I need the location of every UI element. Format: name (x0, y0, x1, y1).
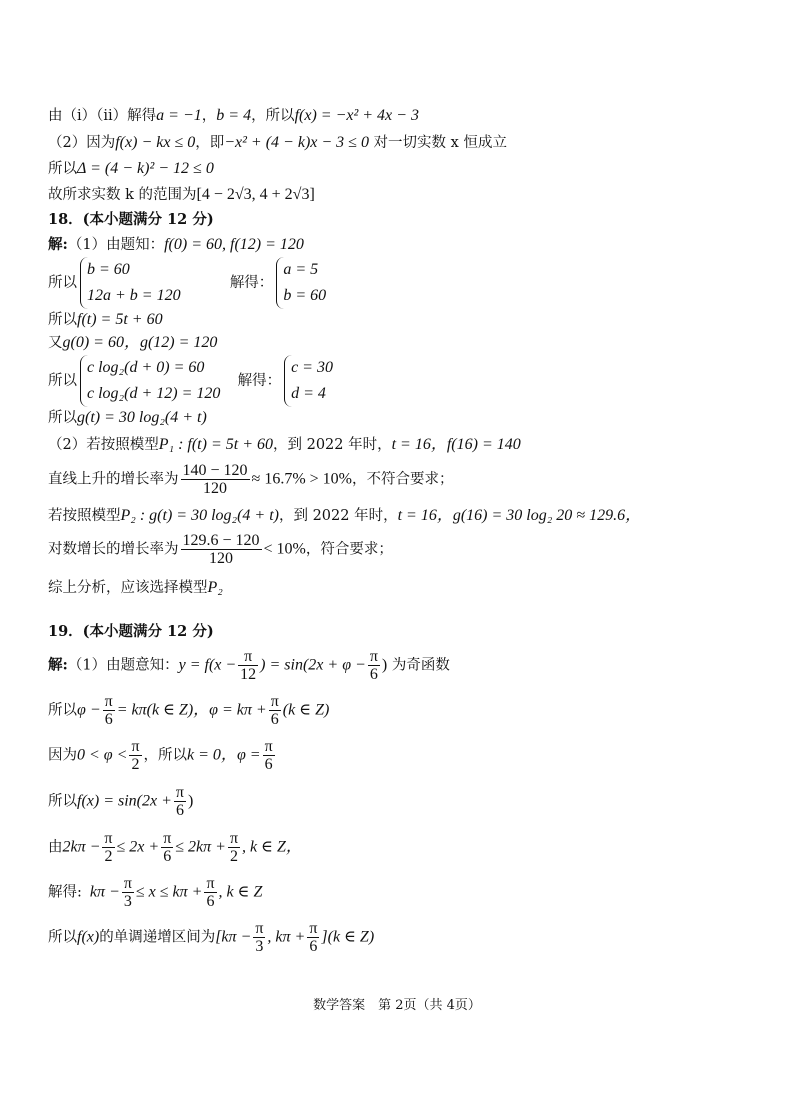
s18-rate-2 (48, 532, 393, 567)
s18-part2-p2 (48, 506, 641, 526)
text: 所以 (48, 275, 77, 291)
text: ， (201, 108, 217, 124)
math: (k ∈ Z) (282, 701, 330, 719)
math: t = 16，g(16) = 30 log₂ 20 ≈ 129.6， (397, 507, 642, 524)
fraction (161, 830, 173, 865)
text: （1）由题意知： (67, 657, 179, 674)
text: 对数增长的增长率为 (48, 541, 179, 558)
s18-gt-line (48, 408, 207, 428)
equation-system (284, 355, 333, 407)
denominator: 2 (131, 756, 140, 773)
solution-label: 解: (48, 236, 68, 253)
math: Δ = (4 − k)² − 12 ≤ 0 (77, 160, 214, 177)
numerator: π (163, 830, 172, 847)
question-19-title: 19．(本小题满分 12 分) (48, 623, 214, 640)
s18-part2-p1 (48, 435, 521, 455)
math: , k ∈ Z (218, 883, 263, 901)
denominator: 2 (230, 848, 238, 865)
numerator: π (104, 830, 113, 847)
denominator: 12 (240, 666, 257, 683)
s18-system-1 (48, 257, 326, 309)
text: （1）由题知： (67, 237, 165, 253)
text: （2）因为 (48, 135, 116, 151)
text: 故所求实数 k 的范围为 (48, 187, 197, 203)
denominator: 120 (209, 550, 234, 567)
text: ，即 (195, 135, 225, 151)
fraction (368, 648, 380, 683)
text: ，到 2022 年时， (272, 437, 392, 453)
text: ，符合要求； (305, 541, 393, 558)
text: ，不符合要求； (352, 471, 454, 488)
math: y = f(x − (178, 656, 237, 674)
s18-ft-line (48, 310, 163, 330)
s19-line-2 (48, 693, 329, 728)
numerator: 140 − 120 (182, 462, 248, 479)
math: P₂ : g(t) = 30 log₂(4 + t) (120, 507, 279, 524)
numerator: π (369, 648, 378, 665)
text: 所以 (48, 929, 77, 946)
math: = kπ(k ∈ Z)， (116, 701, 210, 719)
text: 又 (48, 335, 63, 351)
math: ≤ 2x + (116, 838, 160, 856)
numerator: π (270, 693, 279, 710)
numerator: π (175, 784, 184, 801)
text: 解得： (229, 275, 274, 291)
numerator: π (255, 920, 264, 937)
math: φ = kπ + (209, 701, 267, 719)
math: P₁ : f(t) = 5t + 60 (158, 436, 273, 453)
math: 2kπ − (62, 838, 101, 856)
numerator: 129.6 − 120 (182, 532, 260, 549)
line-3 (48, 159, 214, 179)
text: ，所以 (143, 747, 188, 764)
math: 0 < φ < (77, 746, 128, 764)
s18-g-line (48, 333, 217, 353)
math: φ = (236, 746, 261, 764)
s18-system-2 (48, 355, 333, 407)
line-1 (48, 106, 419, 126)
math: P₂ (207, 579, 223, 596)
fraction (129, 738, 141, 773)
text: 解得: (48, 884, 82, 901)
math: ≤ 2kπ + (175, 838, 226, 856)
equation-system (276, 257, 326, 309)
math: g(t) = 30 log₂(4 + t) (77, 409, 207, 426)
equation-system (80, 355, 220, 407)
text: ，到 2022 年时， (278, 508, 398, 524)
text: 所以 (48, 702, 77, 719)
math: f(t) = 5t + 60 (77, 311, 163, 328)
numerator: π (264, 738, 273, 755)
math: ) (381, 656, 388, 674)
fraction (253, 920, 265, 955)
equation: b = 60 (87, 261, 130, 278)
question-18-title: 18．(本小题满分 12 分) (48, 211, 214, 228)
denominator: 3 (255, 938, 264, 955)
math: f(x) = −x² + 4x − 3 (294, 107, 419, 124)
s19-line-3 (48, 738, 277, 773)
text: 对一切实数 x 恒成立 (368, 135, 507, 151)
text: 因为 (48, 747, 77, 764)
s18-conclusion (48, 578, 223, 598)
math: kπ − (89, 883, 120, 901)
s19-line-7 (48, 920, 374, 955)
equation: c log₂(d + 12) = 120 (87, 385, 221, 402)
numerator: π (104, 693, 113, 710)
math: ) = sin(2x + φ − (260, 656, 366, 674)
denominator: 6 (206, 893, 215, 910)
numerator: π (238, 648, 258, 666)
fraction (263, 738, 275, 773)
math: f(x) (77, 928, 100, 946)
s18-rate-1 (48, 462, 454, 497)
text: 所以 (48, 161, 77, 177)
text: （2）若按照模型 (48, 437, 159, 453)
math: f(0) = 60, f(12) = 120 (164, 236, 304, 253)
denominator: 6 (270, 711, 279, 728)
text: 解得： (237, 373, 282, 389)
denominator: 2 (104, 848, 113, 865)
math: , kπ + (267, 928, 306, 946)
math: ≈ 16.7% > 10% (251, 470, 352, 488)
equation: a = 5 (283, 261, 319, 278)
text: 由 (48, 839, 63, 856)
numerator: π (309, 920, 318, 937)
fraction (181, 462, 250, 497)
numerator: π (206, 875, 215, 892)
math: , k ∈ Z， (242, 838, 302, 856)
fraction (174, 784, 186, 819)
solution-label: 解: (48, 656, 68, 674)
line-2 (48, 133, 507, 153)
text: 所以 (48, 373, 77, 389)
s19-line-4 (48, 784, 193, 819)
denominator: 6 (369, 666, 378, 683)
equation: b = 60 (283, 287, 327, 304)
math: a = −1 (156, 107, 202, 124)
s19-line-6 (48, 875, 262, 910)
text: 由（ⅰ）（ⅱ）解得 (48, 108, 157, 124)
math: f(x) = sin(2x + (77, 792, 172, 810)
fraction (102, 830, 114, 865)
math: [kπ − (215, 928, 252, 946)
equation-system (80, 257, 181, 309)
text: 若按照模型 (48, 508, 121, 524)
equation: c log₂(d + 0) = 60 (87, 359, 205, 376)
s19-line-1 (48, 648, 450, 683)
text: 的单调递增区间为 (99, 929, 216, 946)
fraction (181, 532, 262, 567)
fraction (307, 920, 319, 955)
math: b = 4 (216, 107, 252, 124)
numerator: π (131, 738, 140, 755)
denominator: 6 (264, 756, 273, 773)
math: < 10% (263, 540, 306, 558)
text: 直线上升的增长率为 (48, 471, 179, 488)
fraction (103, 693, 115, 728)
fraction (122, 875, 134, 910)
text: 为奇函数 (387, 657, 450, 674)
math: t = 16，f(16) = 140 (391, 436, 521, 453)
math: [4 − 2√3, 4 + 2√3] (196, 186, 315, 203)
fraction (238, 648, 258, 683)
equation: c = 30 (291, 359, 333, 376)
text: 所以 (48, 410, 77, 426)
denominator: 120 (203, 480, 228, 497)
denominator: 3 (123, 893, 132, 910)
math: k = 0， (187, 746, 237, 764)
math: φ − (77, 701, 101, 719)
math: −x² + (4 − k)x − 3 ≤ 0 (224, 134, 369, 151)
denominator: 6 (104, 711, 113, 728)
fraction (269, 693, 281, 728)
numerator: π (229, 830, 239, 847)
text: 所以 (48, 312, 77, 328)
text: 综上分析，应该选择模型 (48, 580, 208, 596)
equation: 12a + b = 120 (87, 287, 181, 304)
s18-line-1 (48, 235, 304, 255)
denominator: 6 (163, 848, 172, 865)
math: ≤ x ≤ kπ + (135, 883, 203, 901)
fraction (204, 875, 216, 910)
s19-line-5 (48, 830, 302, 865)
numerator: π (123, 875, 132, 892)
page-footer: 数学答案 第 2页（共 4页） (313, 998, 481, 1013)
line-4 (48, 185, 315, 205)
text: ，所以 (251, 108, 295, 124)
math: ](k ∈ Z) (321, 928, 375, 946)
math: f(x) − kx ≤ 0 (115, 134, 196, 151)
math: ) (187, 792, 194, 810)
denominator: 6 (175, 802, 184, 819)
math: g(0) = 60，g(12) = 120 (62, 334, 218, 351)
text: 所以 (48, 793, 77, 810)
denominator: 6 (309, 938, 318, 955)
fraction (228, 830, 240, 865)
equation: d = 4 (291, 385, 326, 402)
